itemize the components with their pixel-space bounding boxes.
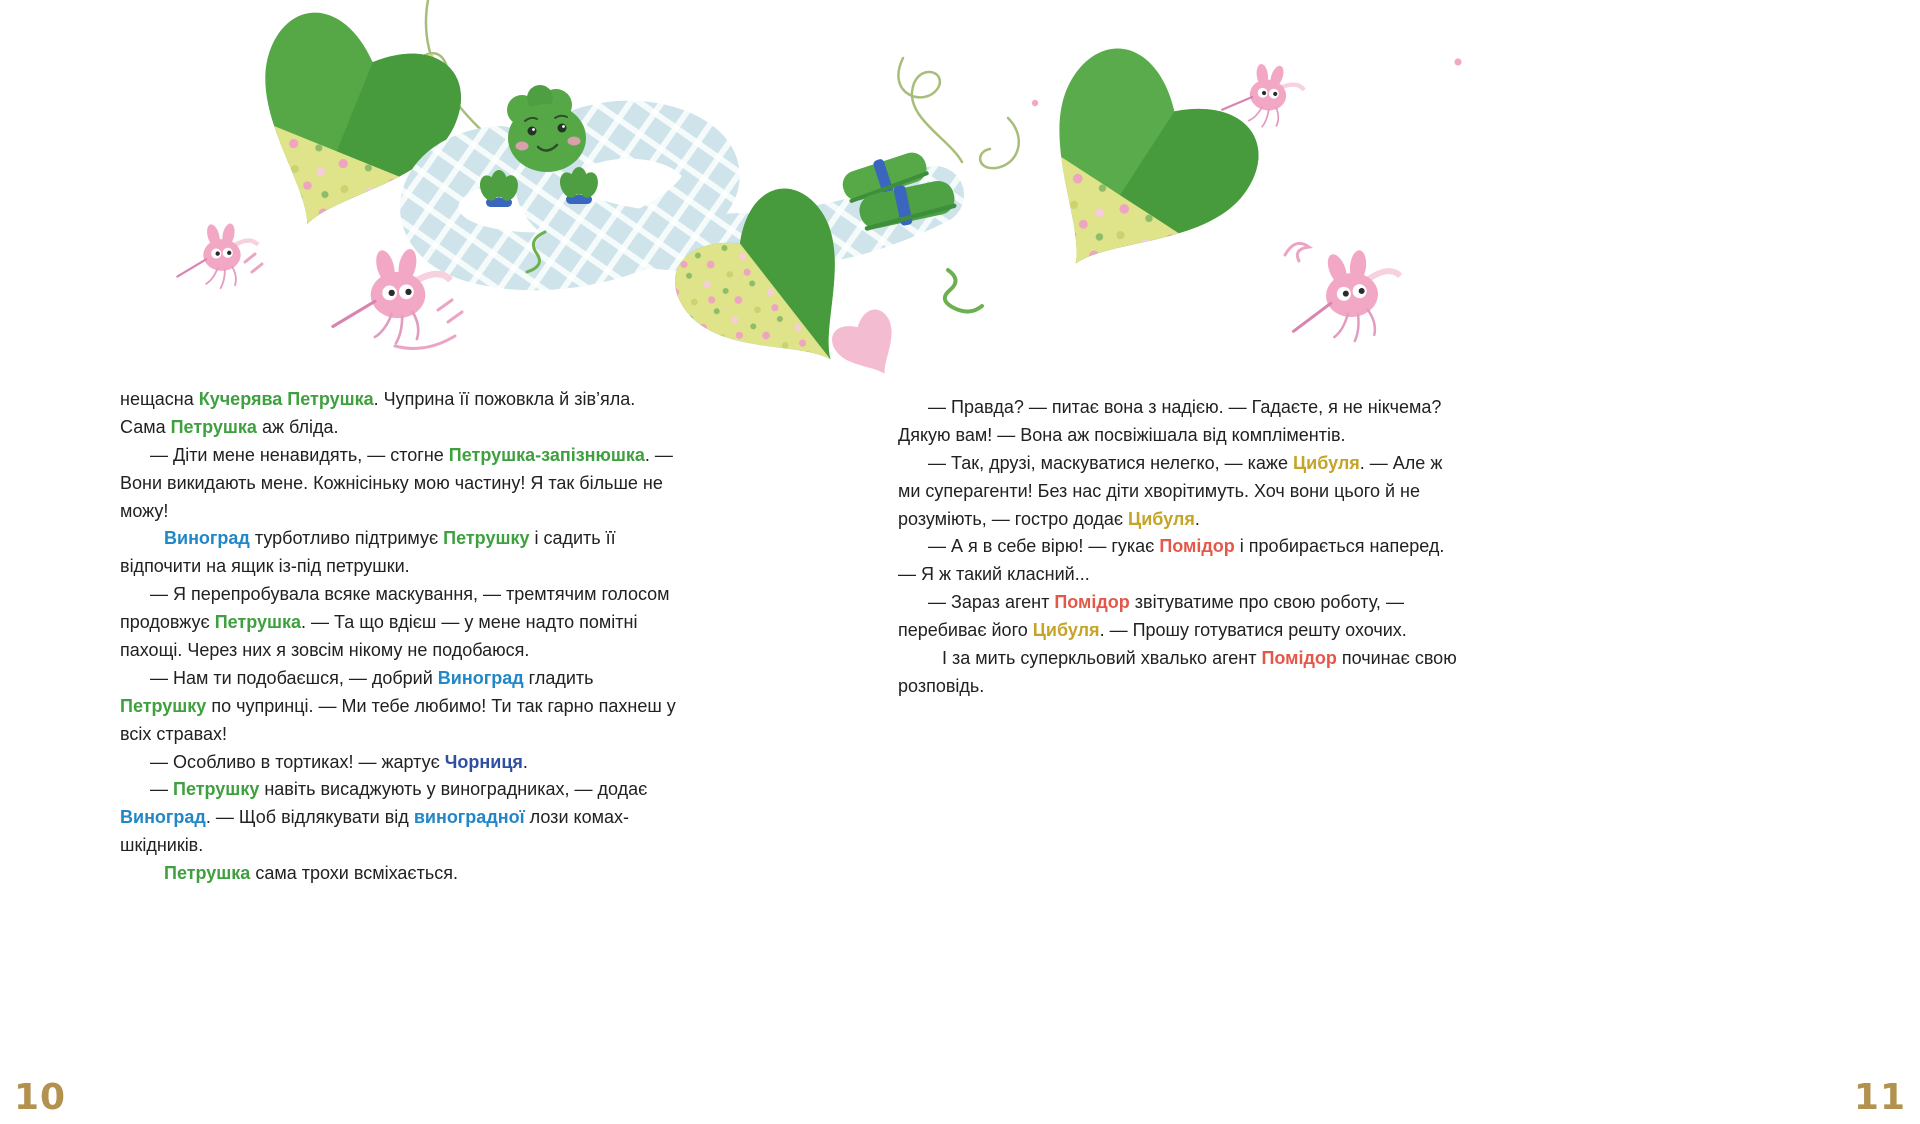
paragraph bbox=[120, 525, 680, 581]
paragraph bbox=[120, 386, 680, 442]
text-segment: . bbox=[522, 751, 528, 772]
text-segment: звітуватиме про свою роботу, — перебиває його bbox=[898, 592, 1404, 641]
character-name: Цибуля bbox=[1032, 620, 1100, 641]
paragraph bbox=[898, 589, 1458, 645]
paragraph bbox=[120, 776, 680, 860]
text-segment: — А я в себе вірю! — гукає bbox=[928, 536, 1160, 557]
character-name: Виноград bbox=[437, 667, 524, 688]
paragraph bbox=[898, 533, 1458, 589]
text-segment: . Чуприна її пожовкла й зів’яла. Сама bbox=[120, 389, 636, 437]
right-page-text bbox=[898, 394, 1458, 701]
text-segment: сама трохи всміхається. bbox=[250, 863, 458, 884]
paragraph bbox=[898, 645, 1458, 701]
paragraph bbox=[120, 442, 680, 526]
text-segment: нещасна bbox=[120, 389, 199, 409]
character-name: Петрушку bbox=[120, 695, 207, 716]
text-segment: І за мить суперкльовий хвалько агент bbox=[942, 648, 1262, 669]
character-name: Виноград bbox=[164, 528, 250, 549]
character-name: Помідор bbox=[1159, 536, 1235, 557]
character-name: Виноград bbox=[120, 807, 206, 828]
paragraph bbox=[898, 450, 1458, 534]
mosquito bbox=[177, 222, 258, 288]
pink-dot bbox=[1032, 100, 1038, 106]
text-segment: . — Щоб відлякувати від bbox=[205, 807, 414, 828]
character-name: Помідор bbox=[1261, 648, 1337, 669]
text-segment: — Нам ти подобаєшся, — добрий bbox=[150, 667, 438, 688]
text-segment: — Я перепробувала всяке маскування, — тремтячим голосом продовжує bbox=[120, 584, 670, 633]
paragraph bbox=[120, 749, 680, 777]
illustration bbox=[0, 0, 1920, 400]
left-page-text bbox=[120, 386, 680, 888]
mosquito bbox=[1286, 245, 1407, 348]
text-segment: — Особливо в тортиках! — жартує bbox=[150, 751, 445, 772]
paragraph bbox=[120, 665, 680, 749]
text-segment: навіть висаджують у виноградниках, — додає bbox=[259, 779, 648, 800]
character-name: Петрушку bbox=[443, 528, 530, 549]
text-segment: . — Прошу готуватися решту охочих. bbox=[1099, 620, 1407, 641]
character-name: виноградної bbox=[413, 807, 525, 828]
character-name: Чорниця bbox=[444, 751, 523, 772]
text-segment: по чупринці. — Ми тебе любимо! Ти так гарно пахнеш у всіх стравах! bbox=[120, 695, 676, 744]
text-segment: . — Та що вдієш — у мене надто помітні пахощі. Через них я зовсім нікому не подобаюся. bbox=[120, 612, 638, 661]
text-segment: . — Вони викидають мене. Кожнісіньку мою частину! Я так більше не можу! bbox=[120, 444, 673, 521]
small-pink-heart bbox=[827, 305, 912, 390]
text-segment: починає свою розповідь. bbox=[898, 648, 1457, 696]
text-segment: турботливо підтримує bbox=[249, 528, 444, 549]
paragraph bbox=[120, 581, 680, 665]
parsley-leaf-heart bbox=[931, 0, 1316, 390]
pink-dot bbox=[1454, 58, 1461, 65]
character-name: Петрушка bbox=[170, 416, 257, 437]
text-segment: аж бліда. bbox=[256, 416, 339, 437]
character-name: Петрушка bbox=[214, 612, 302, 633]
character-name: Кучерява Петрушка bbox=[198, 389, 374, 409]
text-segment: і пробирається наперед. — Я ж такий класний... bbox=[898, 536, 1445, 585]
text-segment: . — Але ж ми суперагенти! Без нас діти хворітимуть. Хоч вони цього й не розуміють, — гостро додає bbox=[898, 452, 1443, 529]
text-segment: . bbox=[1194, 508, 1200, 529]
character-name: Цибуля bbox=[1292, 452, 1360, 473]
paragraph bbox=[120, 860, 680, 888]
character-name: Петрушку bbox=[173, 779, 260, 800]
paragraph bbox=[898, 394, 1458, 450]
character-name: Петрушка-запізнюшка bbox=[448, 444, 645, 465]
text-segment: — Так, друзі, маскуватися нелегко, — каже bbox=[928, 452, 1293, 473]
text-segment: гладить bbox=[523, 667, 594, 688]
character-name: Цибуля bbox=[1128, 508, 1195, 529]
text-segment: — Діти мене ненавидять, — стогне bbox=[150, 444, 449, 465]
text-segment: — Зараз агент bbox=[928, 592, 1055, 613]
character-name: Помідор bbox=[1054, 592, 1130, 613]
page-number-right: 11 bbox=[1853, 1077, 1906, 1118]
text-segment: — bbox=[150, 779, 174, 800]
text-segment: — Правда? — питає вона з надією. — Гадаєте, я не нікчема? Дякую вам! — Вона аж посвіжішала від компліментів. bbox=[898, 397, 1442, 445]
text-segment: лози комах-шкідників. bbox=[120, 807, 629, 856]
page-number-left: 10 bbox=[14, 1077, 67, 1118]
text-segment: і садить її відпочити на ящик із-під петрушки. bbox=[120, 528, 616, 577]
character-name: Петрушка bbox=[164, 863, 251, 884]
